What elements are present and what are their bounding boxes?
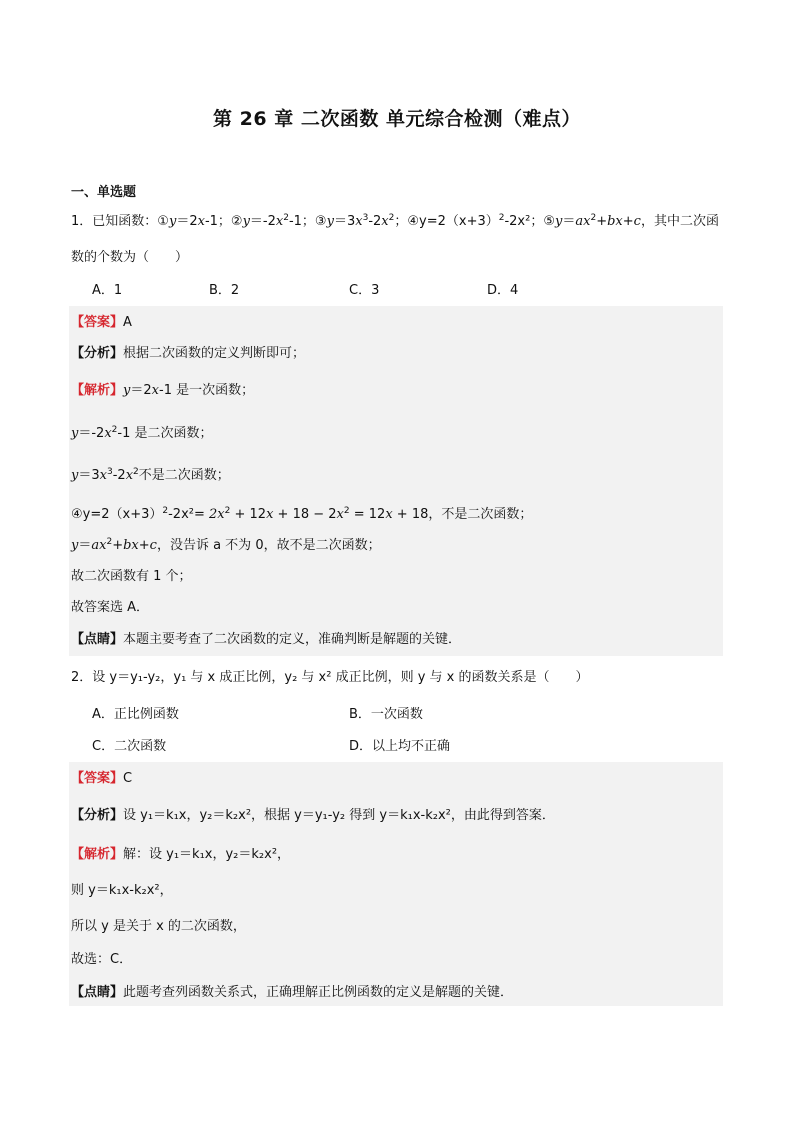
q1-comment <box>71 630 461 650</box>
q2-comment-label: 【点睛】 <box>71 985 124 1000</box>
q2-comment <box>71 983 513 1003</box>
q1-stem-suffix: ，其中二次函 <box>640 214 719 229</box>
q2-option-b: B．一次函数 <box>349 707 423 722</box>
q2-number: 2． <box>71 670 93 685</box>
q2-solution-line2: 则 y＝k₁x-k₂x²， <box>71 883 173 898</box>
q2-solution-line3: 所以 y 是关于 x 的二次函数， <box>71 919 246 934</box>
q1-analysis-text: 根据二次函数的定义判断即可； <box>123 346 306 361</box>
q1-analysis-label: 【分析】 <box>71 346 124 361</box>
q1-option-c: C．3 <box>349 283 380 298</box>
q2-option-c: C．二次函数 <box>92 739 167 754</box>
q1-answer-label: 【答案】 <box>71 315 124 330</box>
q1-comment-label: 【点睛】 <box>71 632 124 647</box>
q2-solution-line1 <box>71 845 290 865</box>
q1-solution-line7: 故答案选 A． <box>71 600 150 615</box>
q2-stem <box>71 668 589 688</box>
q1-stem-prefix: 已知函数： <box>92 214 158 229</box>
q1-number: 1． <box>71 214 93 229</box>
q1-sol-line3-suffix: 不是二次函数； <box>138 468 230 483</box>
q1-sol-line1-suffix: 是一次函数； <box>176 383 255 398</box>
q2-answer-value: C <box>123 771 133 786</box>
q2-option-d: D．以上均不正确 <box>349 739 451 754</box>
q1-answer <box>71 313 132 333</box>
q1-solution-line1: 【解析】y＝2x-1 是一次函数； <box>71 383 255 398</box>
q2-comment-text: 此题考查列函数关系式，正确理解正比例函数的定义是解题的关键． <box>123 985 514 1000</box>
q1-solution-line2: $y=-2x^2-1$ 是二次函数； <box>71 425 213 441</box>
q1-option-d: D．4 <box>487 283 519 298</box>
q1-answer-value: A <box>123 315 132 330</box>
q2-answer-label: 【答案】 <box>71 771 124 786</box>
q1-option-b: B．2 <box>209 283 240 298</box>
q2-analysis-text: 设 y₁＝k₁x，y₂＝k₂x²，根据 y＝y₁-y₂ 得到 y＝k₁x-k₂x²，由此得到答案． <box>123 808 555 823</box>
page-title: 第 26 章 二次函数 单元综合检测（难点） <box>213 108 581 130</box>
q1-solution-line4: $④y=2(x+3)^2-2x^2= 2x^2 + 12x + 18 - 2x^2 = 12x + 18$，不是二次函数； <box>71 506 533 522</box>
q1-analysis <box>71 344 305 364</box>
q1-sol-line4-suffix: ，不是二次函数； <box>428 507 533 522</box>
q2-analysis-label: 【分析】 <box>71 808 124 823</box>
q2-stem-text: 设 y＝y₁-y₂，y₁ 与 x 成正比例，y₂ 与 x² 成正比例，则 y 与 x 的函数关系是（ ） <box>92 670 589 685</box>
q2-solution-line4: 故选：C． <box>71 952 133 967</box>
q1-comment-text: 本题主要考查了二次函数的定义，准确判断是解题的关键． <box>123 632 462 647</box>
q2-solution-label: 【解析】 <box>71 847 124 862</box>
q1-stem-line2: 数的个数为（ ） <box>71 250 189 265</box>
q1-solution-line5: $y=ax^2+bx+c$，没告诉 a 不为 0，故不是二次函数； <box>71 537 381 553</box>
q1-solution-line6: 故二次函数有 1 个； <box>71 569 192 584</box>
q1-sol-line5-suffix: ，没告诉 a 不为 0，故不是二次函数； <box>156 538 381 553</box>
q1-option-a: A．1 <box>92 283 123 298</box>
q2-option-a: A．正比例函数 <box>92 707 179 722</box>
q1-function-list: ①y＝2x-1；$②y=-2x^2-1$；$③y=3x^3-2x^2$；$④y=2(x+3)^2-2x^2$；$⑤y=ax^2+bx+c$ <box>157 213 641 229</box>
q1-solution-label: 【解析】 <box>71 383 124 398</box>
q1-sol-line2-suffix: 是二次函数； <box>134 426 213 441</box>
q1-solution-line3: $y=3x^3-2x^2$不是二次函数； <box>71 467 230 483</box>
q2-answer <box>71 769 132 789</box>
q2-solution-text: 解：设 y₁＝k₁x，y₂＝k₂x²， <box>123 847 291 862</box>
q1-stem <box>71 212 719 232</box>
section-heading: 一、单选题 <box>71 185 137 200</box>
q2-analysis <box>71 806 555 826</box>
